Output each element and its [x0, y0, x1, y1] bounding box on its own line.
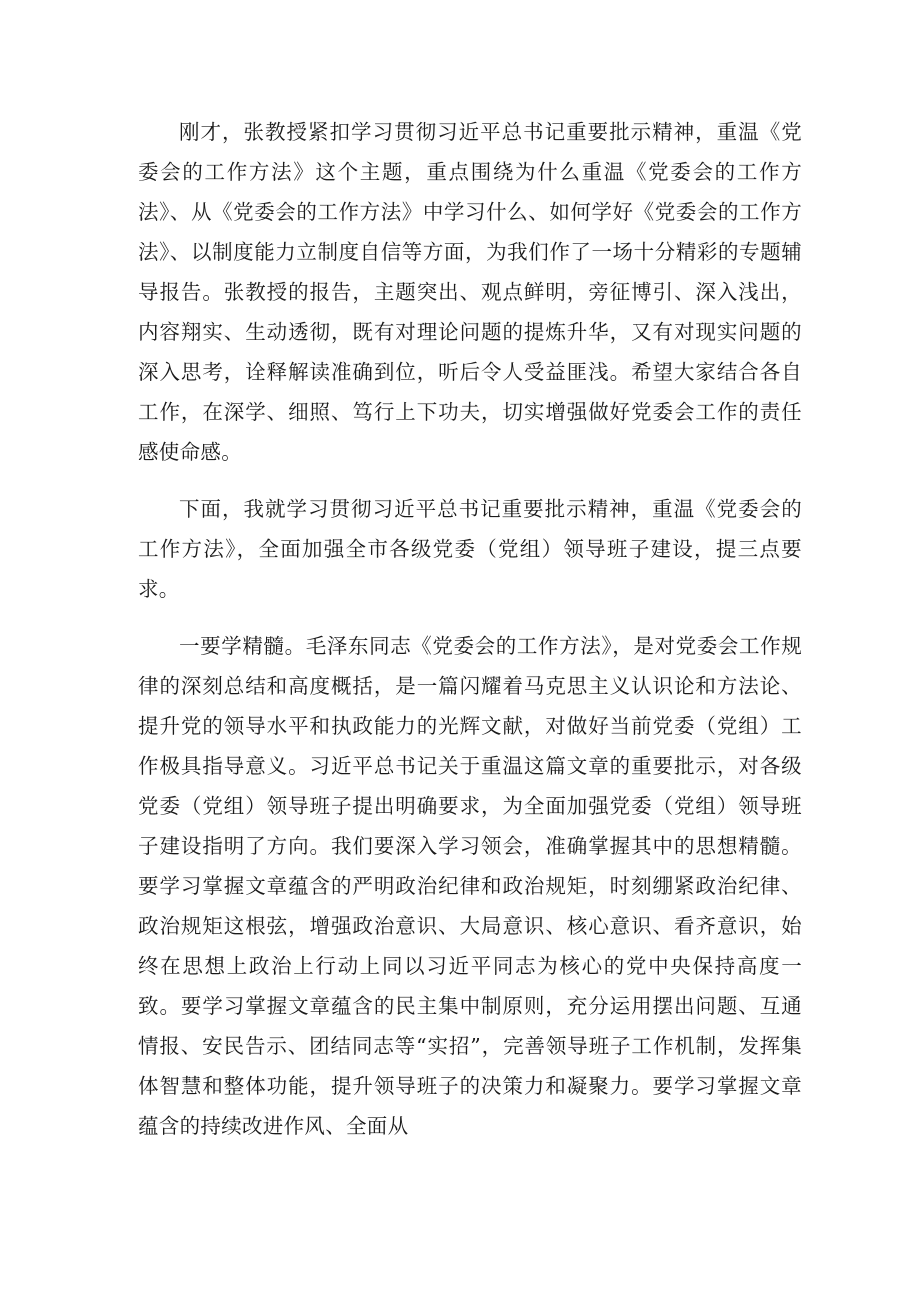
paragraph-3: 一要学精髓。毛泽东同志《党委会的工作方法》，是对党委会工作规律的深刻总结和高度概括，是一篇闪耀着马克思主义认识论和方法论、提升党的领导水平和执政能力的光辉文献，对做好当前党委（党组）工作极具指导意义。习近平总书记关于重温这篇文章的重要批示，对各级党委（党组）领导班子提出明确要求，为全面加强党委（党组）领导班子建设指明了方向。我们要深入学习领会，准确掌握其中的思想精髓。要学习掌握文章蕴含的严明政治纪律和政治规矩，时刻绷紧政治纪律、政治规矩这根弦，增强政治意识、大局意识、核心意识、看齐意识，始终在思想上政治上行动上同以习近平同志为核心的党中央保持高度一致。要学习掌握文章蕴含的民主集中制原则，充分运用摆出问题、互通情报、安民告示、团结同志等“实招”，完善领导班子工作机制，发挥集体智慧和整体功能，提升领导班子的决策力和凝聚力。要学习掌握文章蕴含的持续改进作风、全面从	[138, 634, 802, 1138]
document-body	[138, 112, 802, 1163]
paragraph-2: 下面，我就学习贯彻习近平总书记重要批示精神，重温《党委会的工作方法》，全面加强全市各级党委（党组）领导班子建设，提三点要求。	[138, 497, 802, 601]
paragraph-1: 刚才，张教授紧扣学习贯彻习近平总书记重要批示精神，重温《党委会的工作方法》这个主题，重点围绕为什么重温《党委会的工作方法》、从《党委会的工作方法》中学习什么、如何学好《党委会的工作方法》、以制度能力立制度自信等方面，为我们作了一场十分精彩的专题辅导报告。张教授的报告，主题突出、观点鲜明，旁征博引、深入浅出，内容翔实、生动透彻，既有对理论问题的提炼升华，又有对现实问题的深入思考，诠释解读准确到位，听后令人受益匪浅。希望大家结合各自工作，在深学、细照、笃行上下功夫，切实增强做好党委会工作的责任感使命感。	[138, 120, 802, 464]
